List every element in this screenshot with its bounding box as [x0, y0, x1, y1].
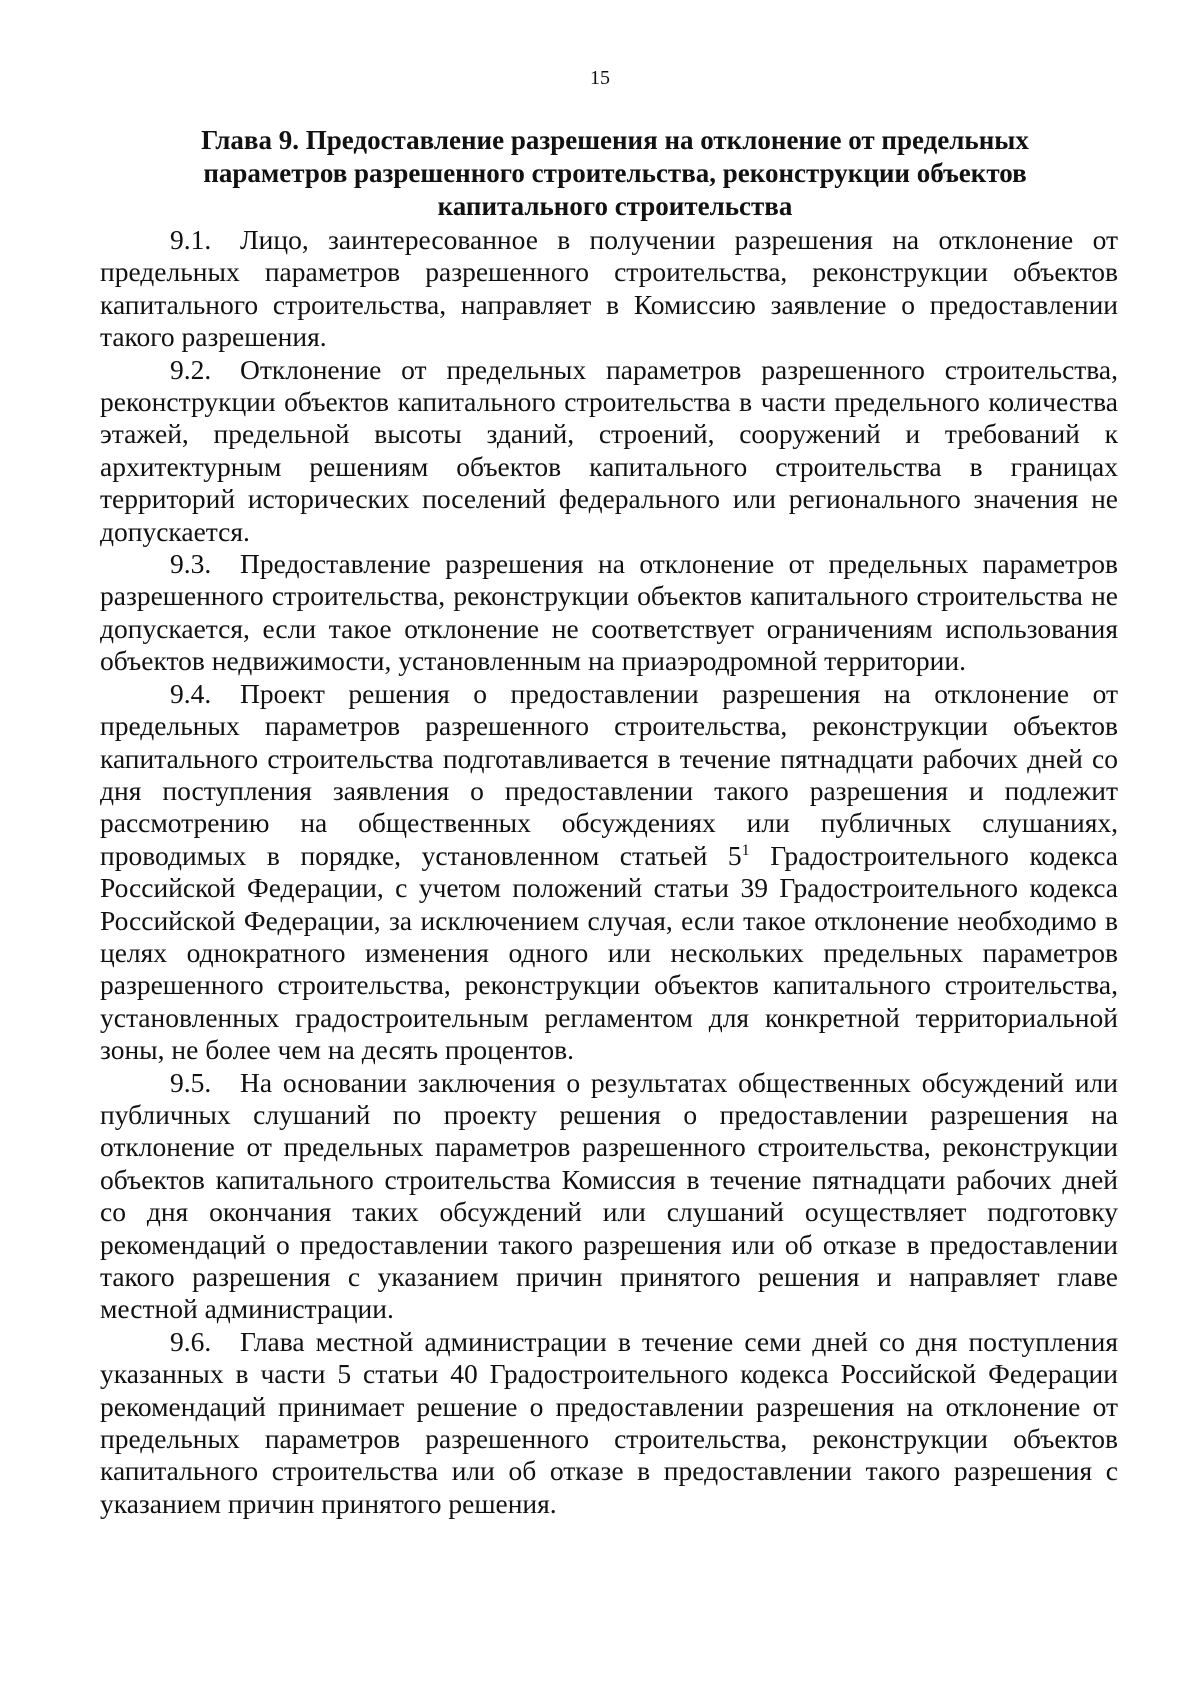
paragraph-9-1 [100, 224, 1118, 354]
article-superscript: 1 [741, 841, 750, 859]
paragraph-text: Лицо, заинтересованное в получении разрешения на отклонение от предельных параметров разрешенного строительства, реконструкции объектов капитального строительства, направляет в Комиссию заявление о предоставлении такого разрешения. [100, 224, 1118, 353]
paragraph-text: Предоставление разрешения на отклонение от предельных параметров разрешенного строительства, реконструкции объектов капитального строительства не допускается, если такое отклонение не соответствует ограничениям использования объектов недвижимости, установленным на приаэродромной территории. [100, 548, 1118, 677]
chapter-title: Глава 9. Предоставление разрешения на отклонение от предельных параметров разрешенного строительства, реконструкции объектов капитального строительства [201, 125, 1029, 221]
paragraph-text: Отклонение от предельных параметров разрешенного строительства, реконструкции объектов капитального строительства в части предельного количества этажей, предельной высоты зданий, строений, сооружений и требований к архитектурным решениям объектов капитального строительства в границах территорий исторических поселений федерального или регионального значения не допускается. [100, 353, 1118, 547]
paragraph-number: 9.6. [170, 1325, 212, 1357]
paragraph-number: 9.3. [170, 548, 212, 580]
paragraph-9-3 [100, 548, 1118, 678]
paragraph-number: 9.4. [170, 677, 212, 709]
paragraph-9-2 [100, 354, 1118, 548]
paragraph-text-after-superscript: Градостроительного кодекса Российской Федерации, с учетом положений статьи 39 Градостроительного кодекса Российской Федерации, за исключением случая, если такое отклонение необходимо в целях однократного изменения одного или нескольких предельных параметров разрешенного строительства, реконструкции объектов капитального строительства, установленных градостроительным регламентом для конкретной территориальной зоны, не более чем на десять процентов. [100, 839, 1118, 1066]
paragraph-text-before-superscript: Проект решения о предоставлении разрешения на отклонение от предельных параметров разрешенного строительства, реконструкции объектов капитального строительства подготавливается в течение пятнадцати рабочих дней со дня поступления заявления о предоставлении такого разрешения и подлежит рассмотрению на общественных обсуждениях или публичных слушаниях, проводимых в порядке, установленном статьей 5 [100, 677, 1118, 871]
paragraph-number: 9.5. [170, 1066, 212, 1098]
paragraph-9-5 [100, 1067, 1118, 1326]
paragraph-9-4 [100, 678, 1118, 1067]
paragraph-number: 9.2. [170, 353, 212, 385]
document-body [100, 224, 1118, 1520]
paragraph-text: Глава местной администрации в течение семи дней со дня поступления указанных в части 5 статьи 40 Градостроительного кодекса Российской Федерации рекомендаций принимает решение о предоставлении разрешения на отклонение от предельных параметров разрешенного строительства, реконструкции объектов капитального строительства или об отказе в предоставлении такого разрешения с указанием причин принятого решения. [100, 1325, 1118, 1519]
page-number: 15 [590, 67, 610, 89]
paragraph-number: 9.1. [170, 224, 212, 255]
paragraph-text: На основании заключения о результатах общественных обсуждений или публичных слушаний по проекту решения о предоставлении разрешения на отклонение от предельных параметров разрешенного строительства, реконструкции объектов капитального строительства Комиссия в течение пятнадцати рабочих дней со дня окончания таких обсуждений или слушаний осуществляет подготовку рекомендаций о предоставлении такого разрешения или об отказе в предоставлении такого разрешения с указанием причин принятого решения и направляет главе местной администрации. [100, 1066, 1118, 1325]
paragraph-9-6 [100, 1326, 1118, 1520]
